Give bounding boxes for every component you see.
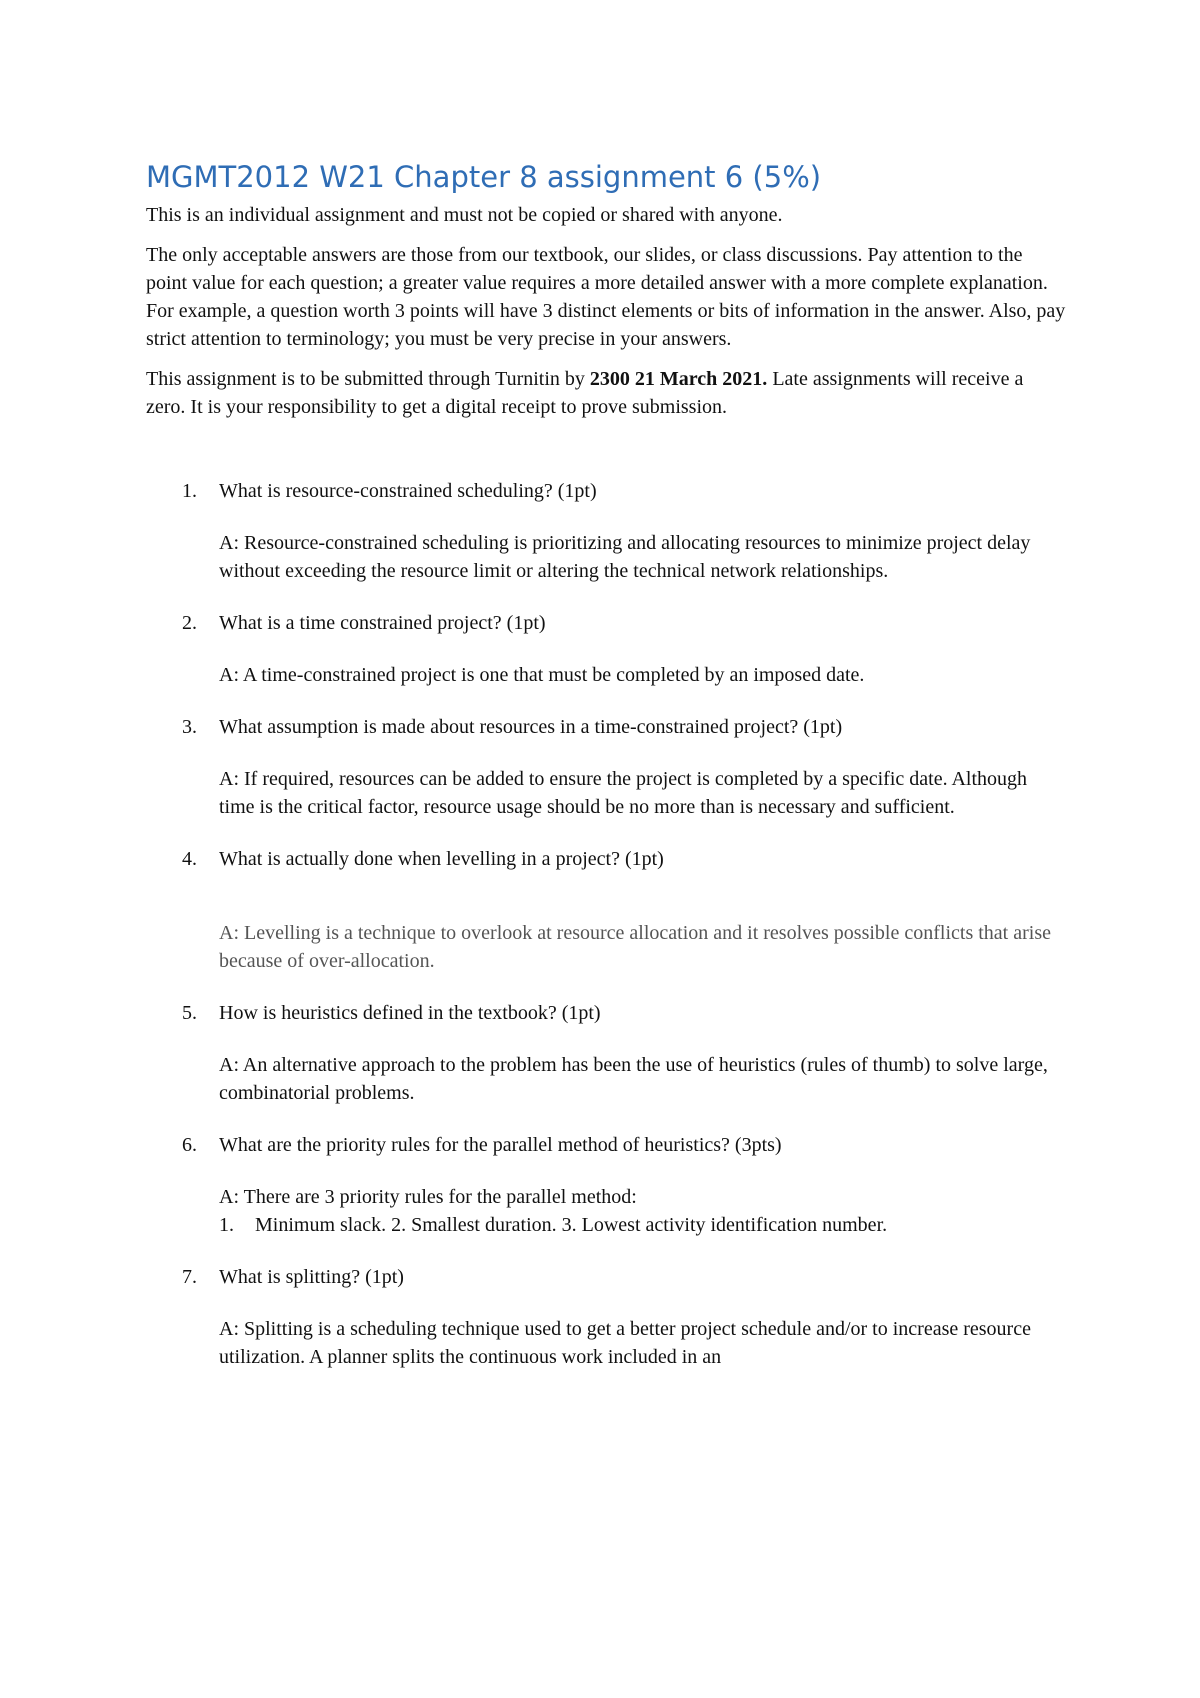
submission-text-after: Late assignments will receive a zero. It is your responsibility to get a digital receipt to prove submission. bbox=[146, 367, 1024, 418]
document-page bbox=[146, 160, 1066, 1395]
answer-text: A: Resource-constrained scheduling is prioritizing and allocating resources to minimize project delay without exceeding the resource limit or altering the technical network relationships. bbox=[219, 531, 1031, 582]
question-item bbox=[146, 845, 1066, 975]
question-number: 7. bbox=[182, 1265, 197, 1288]
question-text: What is splitting? (1pt) bbox=[219, 1265, 404, 1288]
question-number: 6. bbox=[182, 1133, 197, 1156]
intro-paragraph-3 bbox=[146, 365, 1066, 421]
sub-number: 1. bbox=[219, 1213, 234, 1236]
intro-section bbox=[146, 201, 1066, 421]
question-text: What is actually done when levelling in a project? (1pt) bbox=[219, 847, 664, 870]
question-text: What assumption is made about resources in a time-constrained project? (1pt) bbox=[219, 715, 843, 738]
question-item bbox=[146, 609, 1066, 689]
question-item bbox=[146, 1131, 1066, 1239]
submission-text-before: This assignment is to be submitted through Turnitin by bbox=[146, 367, 590, 390]
document-title: MGMT2012 W21 Chapter 8 assignment 6 (5%) bbox=[146, 160, 822, 194]
intro-paragraph-1: This is an individual assignment and must not be copied or shared with anyone. bbox=[146, 203, 783, 226]
answer-text: A: Levelling is a technique to overlook at resource allocation and it resolves possible conflicts that arise because of over-allocation. bbox=[219, 921, 1051, 972]
question-item bbox=[146, 713, 1066, 821]
question-list bbox=[146, 477, 1066, 1371]
intro-paragraph-2: The only acceptable answers are those from our textbook, our slides, or class discussions. Pay attention to the point value for each question; a greater value requires a more detailed answer with a more complete explanation. For example, a question worth 3 points will have 3 distinct elements or bits of information in the answer. Also, pay strict attention to terminology; you must be very precise in your answers. bbox=[146, 243, 1066, 350]
due-date: 2300 21 March 2021. bbox=[589, 367, 768, 390]
answer-text: A: Splitting is a scheduling technique used to get a better project schedule and/or to increase resource utilization. A planner splits the continuous work included in an bbox=[219, 1317, 1031, 1368]
question-text: What are the priority rules for the parallel method of heuristics? (3pts) bbox=[219, 1133, 782, 1156]
question-number: 1. bbox=[182, 479, 197, 502]
question-text: What is resource-constrained scheduling? (1pt) bbox=[219, 479, 597, 502]
answer-text: A: An alternative approach to the problem has been the use of heuristics (rules of thumb) to solve large, combinatorial problems. bbox=[219, 1053, 1048, 1104]
question-number: 4. bbox=[182, 847, 197, 870]
question-text: What is a time constrained project? (1pt) bbox=[219, 611, 546, 634]
question-text: How is heuristics defined in the textbook? (1pt) bbox=[219, 1001, 601, 1024]
answer-text: A: If required, resources can be added to ensure the project is completed by a specific date. Although time is the critical factor, resource usage should be no more than is necessary and sufficient. bbox=[219, 767, 1028, 818]
question-number: 2. bbox=[182, 611, 197, 634]
answer-text: A: A time-constrained project is one that must be completed by an imposed date. bbox=[219, 663, 865, 686]
priority-rules-text: Minimum slack. 2. Smallest duration. 3. Lowest activity identification number. bbox=[255, 1213, 888, 1236]
answer-text: A: There are 3 priority rules for the parallel method: bbox=[219, 1185, 637, 1208]
priority-rules-list bbox=[219, 1211, 1066, 1239]
question-number: 5. bbox=[182, 1001, 197, 1024]
question-number: 3. bbox=[182, 715, 197, 738]
question-item bbox=[146, 477, 1066, 585]
question-item bbox=[146, 1263, 1066, 1371]
question-item bbox=[146, 999, 1066, 1107]
